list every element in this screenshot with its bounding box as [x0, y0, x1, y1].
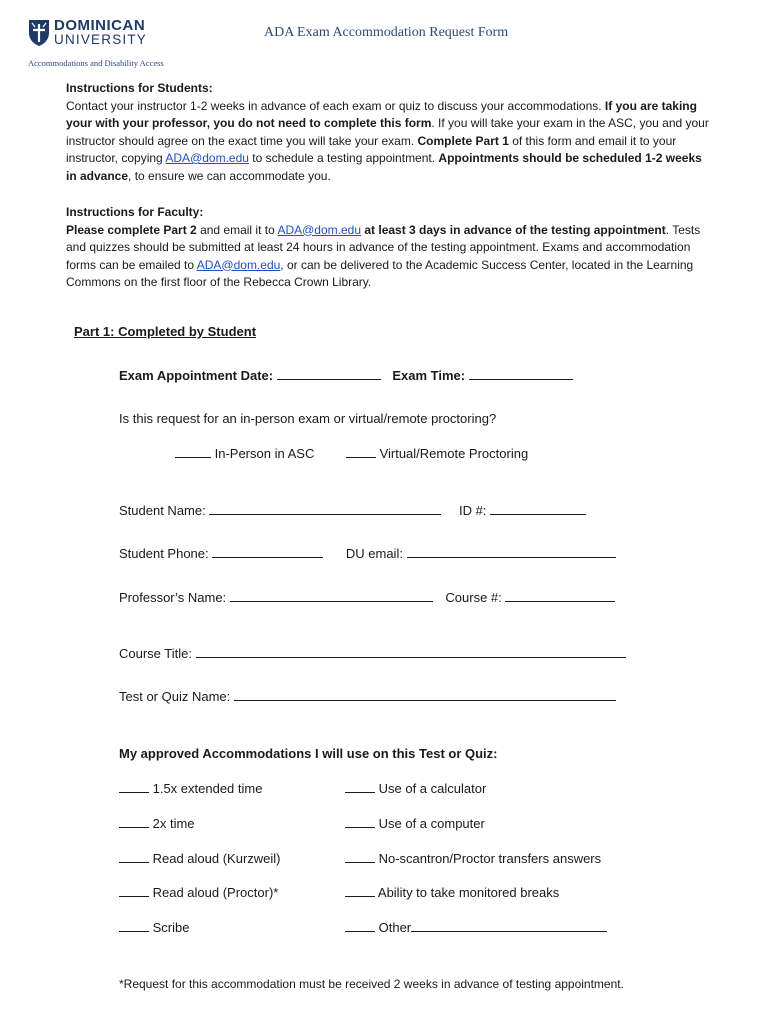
accommodation-checkbox[interactable] — [119, 781, 149, 793]
accommodation-label: Use of a calculator — [375, 781, 487, 796]
other-field[interactable] — [411, 920, 607, 932]
accommodation-checkbox[interactable] — [119, 920, 149, 932]
accommodation-label: Read aloud (Kurzweil) — [149, 851, 281, 866]
exam-time-field[interactable] — [469, 368, 573, 380]
student-name-row — [119, 503, 586, 518]
in-person-checkbox[interactable] — [175, 446, 211, 458]
student-instructions-body — [66, 98, 714, 186]
exam-date-label: Exam Appointment Date: — [119, 368, 277, 383]
accommodation-label: No-scantron/Proctor transfers answers — [375, 851, 602, 866]
accommodation-label: Ability to take monitored breaks — [375, 885, 560, 900]
student-phone-field[interactable] — [212, 546, 323, 558]
accommodation-left-3 — [119, 851, 281, 866]
course-title-field[interactable] — [196, 646, 626, 658]
faculty-instructions — [66, 204, 714, 292]
accommodation-label: Scribe — [149, 920, 190, 935]
du-email-field[interactable] — [407, 546, 616, 558]
professor-name-field[interactable] — [230, 590, 433, 602]
bold-text: Complete Part 1 — [417, 133, 509, 148]
proctoring-question: Is this request for an in-person exam or virtual/remote proctoring? — [119, 411, 497, 426]
faculty-instructions-heading: Instructions for Faculty: — [66, 205, 204, 219]
bold-text: at least 3 days in advance of the testing appointment — [361, 222, 666, 237]
course-number-label: Course #: — [445, 590, 506, 605]
accommodation-checkbox[interactable] — [345, 781, 375, 793]
accommodation-right-1 — [345, 781, 486, 796]
text: of this form and email it to your instructor, copying — [66, 133, 677, 165]
bold-text: Please complete Part 2 — [66, 222, 197, 237]
accommodation-left-1 — [119, 781, 262, 796]
accommodation-checkbox[interactable] — [119, 885, 149, 897]
text: . Tests and quizzes should be submitted at least 24 hours in advance of the testing appointment. Exams and accommodation forms can be emailed to — [66, 222, 701, 272]
du-email-label: DU email: — [345, 546, 407, 561]
shield-crest-icon — [28, 19, 50, 47]
accommodation-label: Read aloud (Proctor)* — [149, 885, 279, 900]
accommodation-right-3 — [345, 851, 601, 866]
exam-date-field[interactable] — [277, 368, 381, 380]
faculty-instructions-body — [66, 222, 714, 292]
professor-row — [119, 590, 615, 605]
accommodation-checkbox[interactable] — [345, 816, 375, 828]
student-name-field[interactable] — [209, 503, 441, 515]
accommodation-label: 2x time — [149, 816, 195, 831]
logo-bottom-text: UNIVERSITY — [54, 32, 148, 47]
course-number-field[interactable] — [505, 590, 615, 602]
virtual-checkbox[interactable] — [346, 446, 376, 458]
student-instructions-heading: Instructions for Students: — [66, 81, 213, 95]
ada-email-link[interactable]: ADA@dom.edu — [196, 257, 281, 272]
accommodation-right-2 — [345, 816, 485, 831]
accommodation-checkbox[interactable] — [119, 851, 149, 863]
accommodation-label: 1.5x extended time — [149, 781, 263, 796]
id-label: ID #: — [458, 503, 491, 518]
accommodations-heading: My approved Accommodations I will use on this Test or Quiz: — [119, 746, 498, 761]
student-phone-row — [119, 546, 616, 561]
accommodation-checkbox[interactable] — [345, 851, 375, 863]
accommodation-right-5 — [345, 920, 607, 935]
page-title: ADA Exam Accommodation Request Form — [264, 25, 509, 40]
bold-text: Appointments should be scheduled 1-2 weeks in advance — [66, 151, 702, 183]
part1-heading: Part 1: Completed by Student — [74, 324, 257, 339]
department-name: Accommodations and Disability Access — [28, 58, 164, 68]
virtual-label: Virtual/Remote Proctoring — [375, 446, 529, 461]
accommodation-checkbox[interactable] — [345, 920, 375, 932]
id-field[interactable] — [490, 503, 586, 515]
university-logo — [28, 16, 158, 50]
logo-top-text: DOMINICAN — [54, 17, 146, 34]
accommodation-left-4 — [119, 885, 278, 900]
in-person-label: In-Person in ASC — [211, 446, 315, 461]
exam-time-label: Exam Time: — [392, 368, 469, 383]
accommodation-label: Other — [375, 920, 412, 935]
text: Contact your instructor 1-2 weeks in advance of each exam or quiz to discuss your accommodations. — [66, 98, 605, 113]
exam-date-row — [119, 368, 573, 383]
accommodation-right-4 — [345, 885, 559, 900]
ada-email-link[interactable]: ADA@dom.edu — [277, 222, 362, 237]
text: , to ensure we can accommodate you. — [128, 168, 331, 183]
accommodation-left-2 — [119, 816, 195, 831]
test-name-label: Test or Quiz Name: — [119, 689, 234, 704]
accommodation-left-5 — [119, 920, 189, 935]
accommodation-checkbox[interactable] — [345, 885, 375, 897]
accommodation-checkbox[interactable] — [119, 816, 149, 828]
course-title-label: Course Title: — [119, 646, 196, 661]
professor-name-label: Professor’s Name: — [119, 590, 230, 605]
accommodation-label: Use of a computer — [375, 816, 485, 831]
proctoring-options — [175, 446, 528, 461]
student-instructions — [66, 80, 714, 185]
text: , or can be delivered to the Academic Success Center, located in the Learning Commons on the first floor of the Rebecca Crown Library. — [66, 257, 694, 289]
text: and email it to — [196, 222, 278, 237]
text: . If you will take your exam in the ASC, you and your instructor should agree on the exact time you will take your exam. — [66, 116, 709, 148]
student-name-label: Student Name: — [119, 503, 210, 518]
footnote: *Request for this accommodation must be received 2 weeks in advance of testing appointment. — [119, 977, 624, 991]
course-title-row — [119, 646, 626, 661]
ada-email-link[interactable]: ADA@dom.edu — [165, 151, 249, 165]
text: to schedule a testing appointment. — [248, 151, 439, 165]
bold-text: If you are taking your with your professor, you do not need to complete this form — [66, 98, 697, 130]
student-phone-label: Student Phone: — [119, 546, 213, 561]
test-name-row — [119, 689, 616, 704]
test-name-field[interactable] — [234, 689, 616, 701]
